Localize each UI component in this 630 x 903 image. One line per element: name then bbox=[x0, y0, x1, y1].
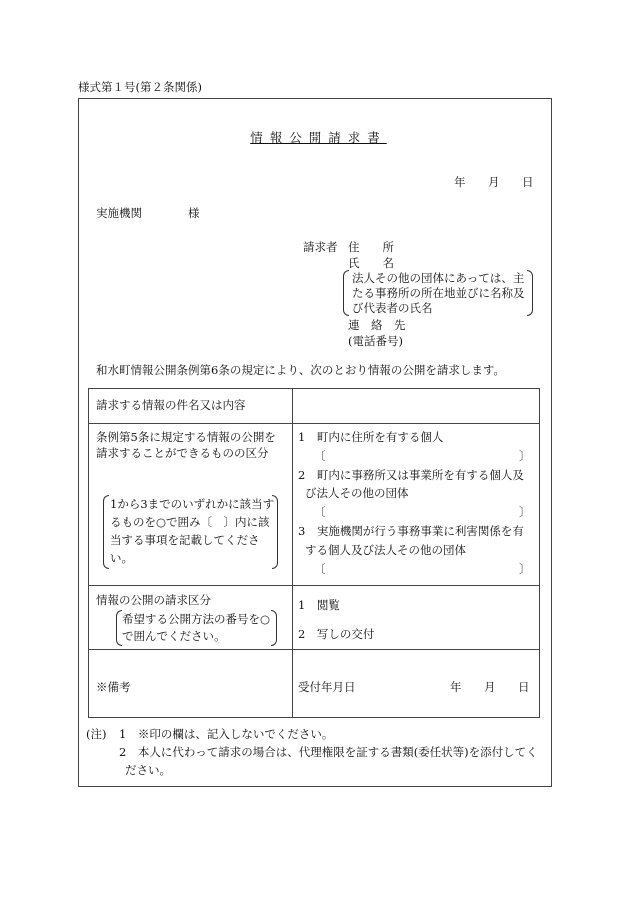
table-row-divider bbox=[89, 423, 539, 424]
disclosure-option-copy: 2 写しの交付 bbox=[298, 627, 375, 641]
row3-note-line-1: 希望する公開方法の番号を○ bbox=[122, 612, 271, 626]
option-2-bracket-close: 〕 bbox=[519, 505, 531, 519]
intro-text: 和水町情報公開条例第6条の規定により、次のとおり情報の公開を請求します。 bbox=[96, 363, 505, 377]
option-3-line-1: 3 実施機関が行う事務事業に利害関係を有 bbox=[298, 524, 524, 538]
date-month-label: 月 bbox=[488, 175, 500, 189]
address-label: 住 所 bbox=[348, 240, 394, 254]
note-item-2: 2 本人に代わって請求の場合は、代理権限を証する書類(委任状等)を添付してく bbox=[119, 745, 538, 759]
option-3-line-2: する個人及び法人その他の団体 bbox=[305, 543, 466, 557]
received-year-label: 年 bbox=[450, 680, 462, 694]
org-note-open-bracket bbox=[343, 270, 349, 316]
row2-label-line-2: 請求することができるものの区分 bbox=[96, 446, 269, 460]
page-title: 情報公開請求書 bbox=[250, 130, 387, 145]
table-row-divider bbox=[89, 585, 539, 586]
note-item-2-continuation: ださい。 bbox=[125, 763, 171, 777]
name-label: 氏 名 bbox=[348, 256, 394, 270]
option-1-bracket-open: 〔 bbox=[314, 449, 326, 463]
row2-note-line-3: 当する事項を記載してくださ bbox=[110, 533, 260, 547]
requester-label: 請求者 bbox=[303, 240, 338, 254]
received-date-label: 受付年月日 bbox=[298, 680, 356, 694]
row3-label: 情報の公開の請求区分 bbox=[96, 593, 211, 607]
option-1-line-1: 1 町内に住所を有する個人 bbox=[298, 430, 444, 444]
row3-note-line-2: で囲んでください。 bbox=[122, 629, 226, 643]
table-row-divider bbox=[89, 649, 539, 650]
row1-label: 請求する情報の件名又は内容 bbox=[96, 398, 246, 412]
row3-note-close-bracket bbox=[271, 610, 277, 646]
received-month-label: 月 bbox=[484, 680, 496, 694]
org-note-line-1: 法人その他の団体にあっては、主 bbox=[352, 271, 525, 285]
phone-label: (電話番号) bbox=[348, 334, 403, 348]
org-note-line-2: たる事務所の所在地並びに名称及 bbox=[352, 286, 525, 300]
row2-note-line-1: 1から3までのいずれかに該当す bbox=[110, 497, 275, 511]
date-day-label: 日 bbox=[522, 175, 534, 189]
option-1-bracket-close: 〕 bbox=[519, 449, 531, 463]
received-day-label: 日 bbox=[518, 680, 530, 694]
row2-note-line-2: るものを○で囲み〔 〕内に該 bbox=[110, 515, 270, 529]
row2-label-line-1: 条例第5条に規定する情報の公開を bbox=[96, 430, 276, 444]
org-note-line-3: び代表者の氏名 bbox=[352, 301, 433, 315]
row2-note-line-4: い。 bbox=[110, 551, 133, 565]
table-column-divider bbox=[292, 389, 293, 717]
row2-note-open-bracket bbox=[103, 495, 109, 569]
org-note-close-bracket bbox=[527, 270, 533, 316]
notes-prefix: (注) bbox=[86, 727, 107, 741]
option-3-bracket-open: 〔 bbox=[314, 562, 326, 576]
form-number: 様式第１号(第２条関係) bbox=[78, 80, 202, 94]
option-2-line-1: 2 町内に事務所又は事業所を有する個人及 bbox=[298, 468, 524, 482]
contact-label: 連 絡 先 bbox=[348, 318, 406, 332]
remarks-label: ※備考 bbox=[96, 680, 131, 694]
note-item-1: 1 ※印の欄は、記入しないでください。 bbox=[119, 727, 334, 741]
option-2-line-2: び法人その他の団体 bbox=[305, 486, 409, 500]
option-3-bracket-close: 〕 bbox=[519, 562, 531, 576]
recipient-honorific: 様 bbox=[188, 206, 200, 220]
row2-note-close-bracket bbox=[272, 495, 278, 569]
date-year-label: 年 bbox=[454, 175, 466, 189]
recipient-label: 実施機関 bbox=[96, 206, 142, 220]
disclosure-option-view: 1 閲覧 bbox=[298, 598, 340, 612]
option-2-bracket-open: 〔 bbox=[314, 505, 326, 519]
